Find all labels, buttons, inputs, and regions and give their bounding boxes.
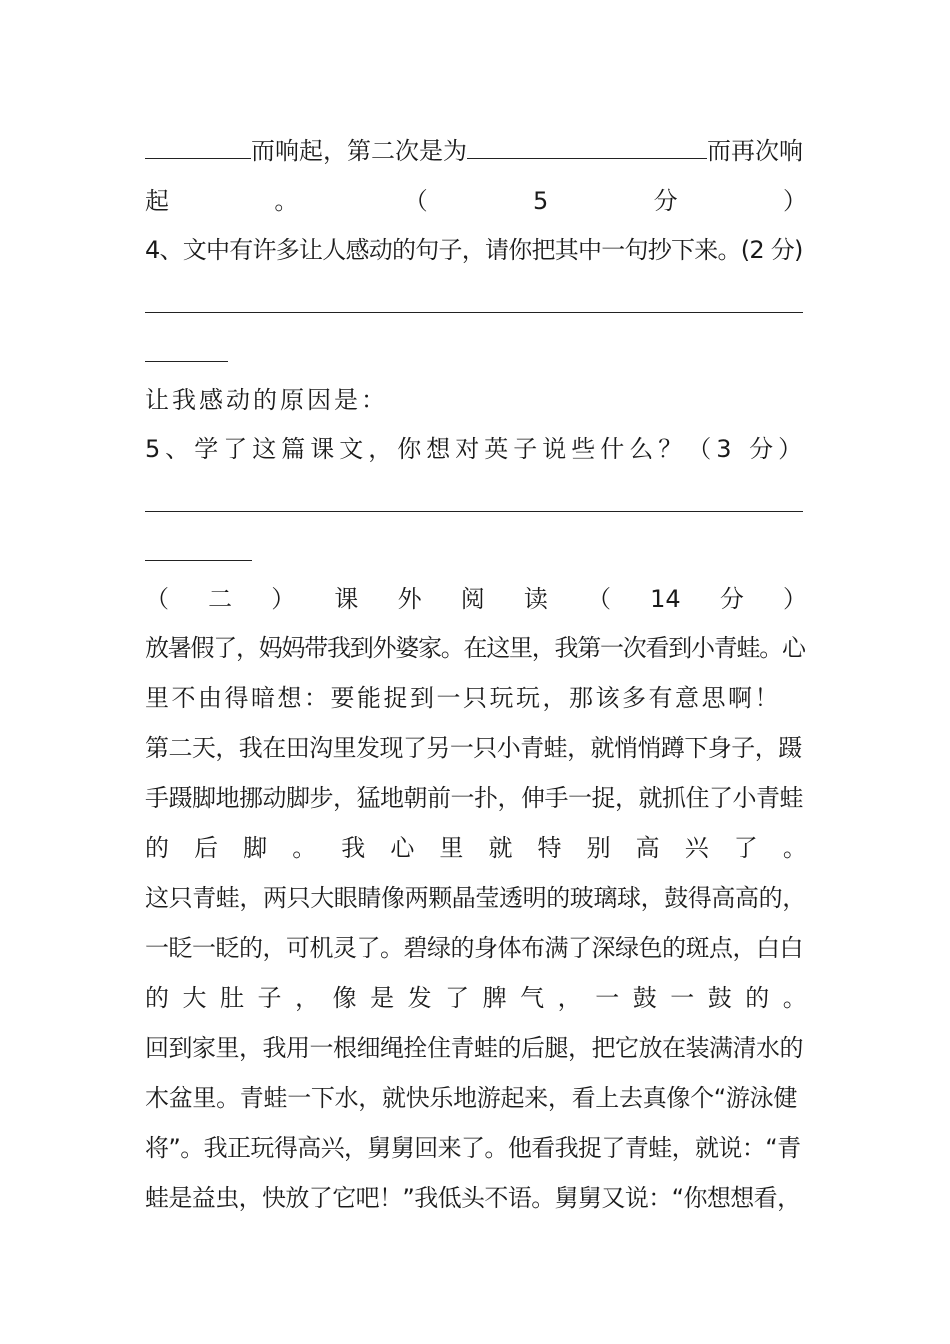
answer-blank[interactable] — [467, 132, 707, 159]
q3-word: 起 — [145, 187, 169, 215]
heading-char: （ — [145, 585, 169, 613]
heading-char: （ — [586, 585, 611, 613]
passage-char: 的 — [745, 984, 770, 1012]
passage-char: 了 — [445, 984, 470, 1012]
passage-char: 心 — [390, 834, 415, 862]
passage-line: 一眨一眨的，可机灵了。碧绿的身体布满了深绿色的斑点，白白 — [145, 934, 803, 962]
q3-score: 5 — [533, 187, 549, 215]
passage-char: 后 — [194, 834, 219, 862]
q5-prompt: 5、学了这篇课文，你想对英子说些什么？（3 分） — [145, 435, 808, 463]
passage-line: 手蹑脚地挪动脚步，猛地朝前一扑，伸手一捉，就抓住了小青蛙 — [145, 784, 803, 812]
heading-char: 外 — [397, 585, 422, 613]
passage-char: 发 — [407, 984, 432, 1012]
q3-word: （ — [403, 187, 428, 215]
passage-char: 的 — [145, 834, 169, 862]
q3-word: 。 — [274, 187, 299, 215]
passage-char: 鼓 — [707, 984, 732, 1012]
heading-char: 二 — [208, 585, 233, 613]
section-heading — [145, 579, 807, 619]
passage-char: 。 — [782, 984, 807, 1012]
q3-word: ） — [783, 187, 807, 215]
passage-char: 。 — [782, 834, 807, 862]
passage-char: 别 — [586, 834, 611, 862]
passage-line: 这只青蛙，两只大眼睛像两颗晶莹透明的玻璃球，鼓得高高的， — [145, 884, 806, 912]
passage-char: 气 — [520, 984, 545, 1012]
passage-line — [145, 978, 807, 1018]
heading-score: 14 — [650, 585, 681, 613]
passage-char: 一 — [670, 984, 695, 1012]
answer-blank[interactable] — [145, 132, 251, 159]
passage-char: ， — [557, 984, 582, 1012]
passage-char: 一 — [595, 984, 620, 1012]
passage-line: 放暑假了，妈妈带我到外婆家。在这里，我第一次看到小青蛙。心 — [145, 634, 805, 662]
passage-char: 里 — [439, 834, 464, 862]
heading-char: 阅 — [460, 585, 485, 613]
q3-text-1: 而响起，第二次是为 — [251, 137, 467, 165]
answer-line[interactable] — [145, 511, 803, 512]
passage-char: 我 — [341, 834, 366, 862]
heading-char: 分 — [719, 585, 744, 613]
passage-char: 。 — [292, 834, 317, 862]
passage-char: 子 — [257, 984, 282, 1012]
passage-char: 兴 — [684, 834, 709, 862]
q3-word: 分 — [653, 187, 678, 215]
q3-line-1 — [145, 131, 807, 171]
passage-line — [145, 828, 807, 868]
answer-line[interactable] — [145, 560, 252, 561]
answer-line[interactable] — [145, 312, 803, 313]
passage-char: 是 — [370, 984, 395, 1012]
passage-char: 肚 — [220, 984, 245, 1012]
passage-char: 就 — [488, 834, 513, 862]
heading-char: ） — [271, 585, 296, 613]
passage-char: 的 — [145, 984, 169, 1012]
passage-line: 木盆里。青蛙一下水，就快乐地游起来，看上去真像个“游泳健 — [145, 1084, 798, 1112]
passage-line: 将”。我正玩得高兴，舅舅回来了。他看我捉了青蛙，就说：“青 — [145, 1134, 801, 1162]
q4-reason: 让我感动的原因是： — [145, 386, 388, 414]
heading-char: 读 — [523, 585, 548, 613]
passage-char: 特 — [537, 834, 562, 862]
passage-char: 了 — [733, 834, 758, 862]
q4-prompt: 4、文中有许多让人感动的句子，请你把其中一句抄下来。(2 分) — [145, 236, 803, 264]
heading-char: ） — [782, 585, 807, 613]
answer-line[interactable] — [145, 361, 228, 362]
passage-char: 脾 — [482, 984, 507, 1012]
passage-char: 大 — [182, 984, 207, 1012]
passage-line: 回到家里，我用一根细绳拴住青蛙的后腿，把它放在装满清水的 — [145, 1034, 803, 1062]
q3-line-2 — [145, 181, 807, 221]
passage-line: 第二天，我在田沟里发现了另一只小青蛙，就悄悄蹲下身子，蹑 — [145, 734, 802, 762]
passage-char: 鼓 — [632, 984, 657, 1012]
passage-line: 蛙是益虫，快放了它吧！”我低头不语。舅舅又说：“你想想看， — [145, 1184, 801, 1212]
q3-text-2: 而再次响 — [707, 137, 803, 165]
passage-char: 高 — [635, 834, 660, 862]
passage-line: 里不由得暗想：要能捉到一只玩玩，那该多有意思啊！ — [145, 684, 781, 712]
passage-char: ， — [295, 984, 320, 1012]
heading-char: 课 — [334, 585, 359, 613]
passage-char: 脚 — [243, 834, 268, 862]
passage-char: 像 — [332, 984, 357, 1012]
